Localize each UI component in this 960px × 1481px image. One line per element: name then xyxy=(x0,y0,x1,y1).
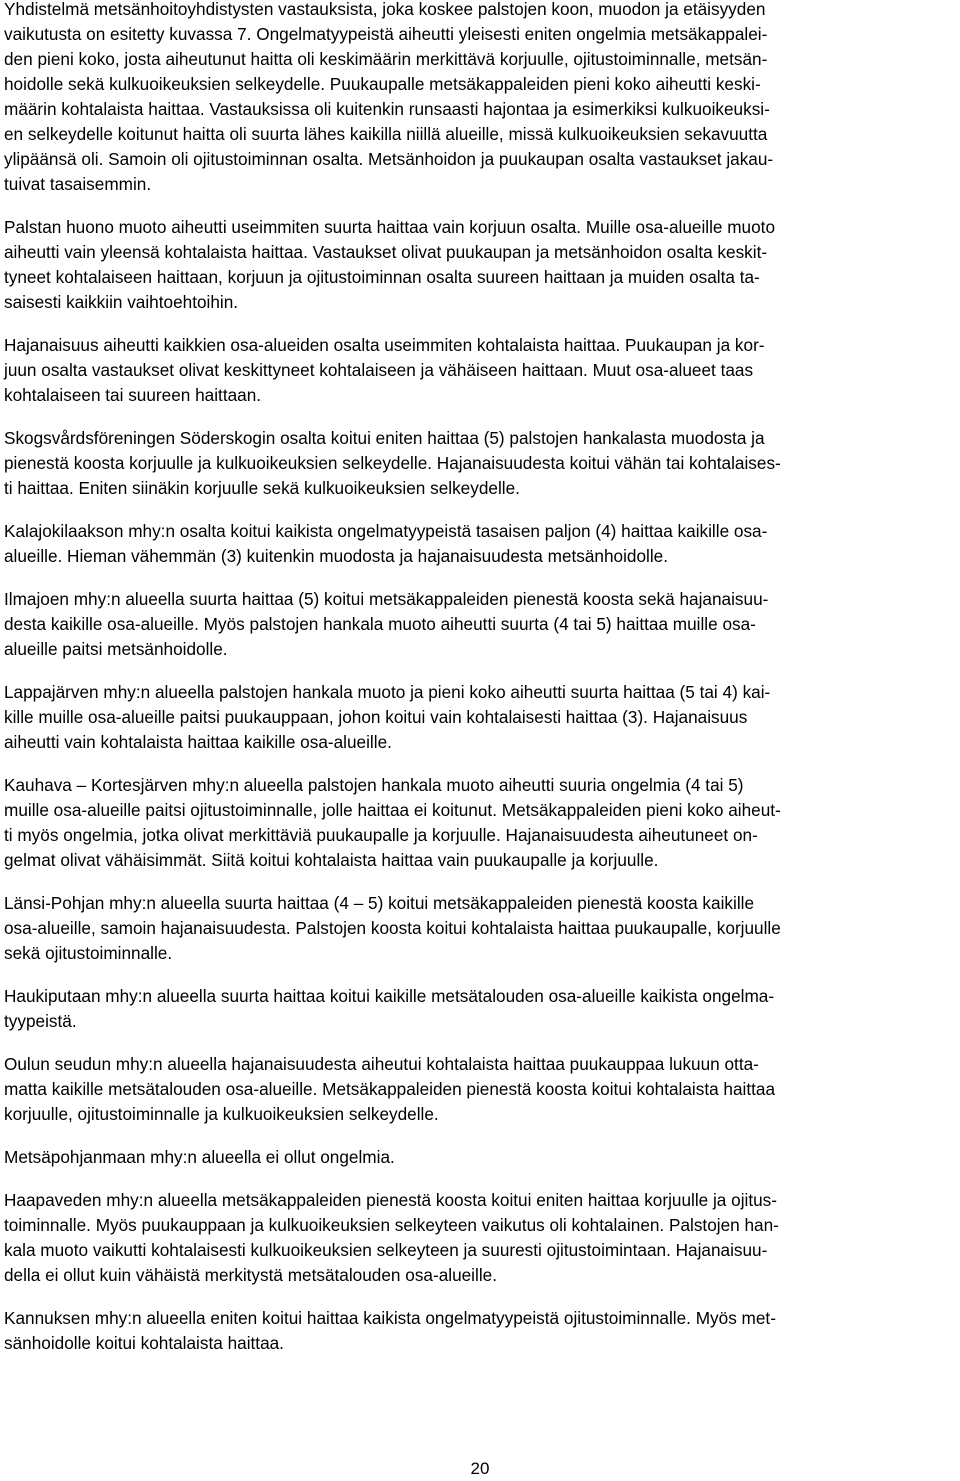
paragraph-line: gelmat olivat vähäisimmät. Siitä koitui kohtalaista haittaa vain puukaupalle ja korjuulle. xyxy=(4,850,659,870)
paragraph xyxy=(4,891,952,966)
paragraph xyxy=(4,984,952,1034)
paragraph xyxy=(4,215,952,315)
paragraph xyxy=(4,333,952,408)
paragraph-line: kille muille osa-alueille paitsi puukauppaan, johon koitui vain kohtalaisesti haittaa (3). Hajanaisuus xyxy=(4,707,748,727)
page-number: 20 xyxy=(470,1459,490,1478)
paragraph xyxy=(4,1306,952,1356)
paragraph-gap xyxy=(4,662,952,680)
paragraph-gap xyxy=(4,1034,952,1052)
paragraph xyxy=(4,1145,952,1170)
paragraph-line: desta kaikille osa-alueille. Myös palstojen hankala muoto aiheutti suurta (4 tai 5) haittaa muille osa- xyxy=(4,614,756,634)
paragraph-line: määrin kohtalaista haittaa. Vastauksissa oli kuitenkin runsaasti hajontaa ja esimerkiksi kulkuoikeuksi- xyxy=(4,99,770,119)
paragraph-line: Haukiputaan mhy:n alueella suurta haittaa koitui kaikille metsätalouden osa-alueille kaikista ongelma- xyxy=(4,986,775,1006)
paragraph-line: ti haittaa. Eniten siinäkin korjuulle sekä kulkuoikeuksien selkeydelle. xyxy=(4,478,520,498)
paragraph-line: toiminnalle. Myös puukauppaan ja kulkuoikeuksien selkeyteen vaikutus oli kohtalainen. Palstojen han- xyxy=(4,1215,779,1235)
paragraph-gap xyxy=(4,1288,952,1306)
paragraph-line: korjuulle, ojitustoiminnalle ja kulkuoikeuksien selkeydelle. xyxy=(4,1104,439,1124)
paragraph xyxy=(4,0,952,197)
paragraph-gap xyxy=(4,569,952,587)
paragraph-line: hoidolle sekä kulkuoikeuksien selkeydelle. Puukaupalle metsäkappaleiden pieni koko aiheutti keski- xyxy=(4,74,761,94)
paragraph-line: sänhoidolle koitui kohtalaista haittaa. xyxy=(4,1333,284,1353)
paragraph-line: osa-alueille, samoin hajanaisuudesta. Palstojen koosta koitui kohtalaista haittaa puukaupalle, korjuulle xyxy=(4,918,781,938)
paragraph-line: Skogsvårdsföreningen Söderskogin osalta koitui eniten haittaa (5) palstojen hankalasta muodosta ja xyxy=(4,428,765,448)
paragraph-line: sekä ojitustoiminnalle. xyxy=(4,943,173,963)
paragraph-line: vaikutusta on esitetty kuvassa 7. Ongelmatyypeistä aiheutti yleisesti eniten ongelmia metsäkappalei- xyxy=(4,24,768,44)
paragraph-line: Hajanaisuus aiheutti kaikkien osa-alueiden osalta useimmiten kohtalaista haittaa. Puukaupan ja kor- xyxy=(4,335,765,355)
paragraph-line: tyneet kohtalaiseen haittaan, korjuun ja ojitustoiminnan osalta suureen haittaan ja muiden osalta ta- xyxy=(4,267,760,287)
paragraph-line: Metsäpohjanmaan mhy:n alueella ei ollut ongelmia. xyxy=(4,1147,395,1167)
paragraph-line: muille osa-alueille paitsi ojitustoiminnalle, jolle haittaa ei koitunut. Metsäkappaleiden pieni koko aiheut- xyxy=(4,800,781,820)
paragraph-line: Kalajokilaakson mhy:n osalta koitui kaikista ongelmatyypeistä tasaisen paljon (4) haittaa kaikille osa- xyxy=(4,521,768,541)
paragraph-line: ti myös ongelmia, jotka olivat merkittäviä puukaupalle ja korjuulle. Hajanaisuudesta aiheutuneet on- xyxy=(4,825,758,845)
paragraph-line: kala muoto vaikutti kohtalaisesti kulkuoikeuksien selkeyteen ja suuresti ojitustoimintaan. Hajanaisuu- xyxy=(4,1240,768,1260)
paragraph-line: Yhdistelmä metsänhoitoyhdistysten vastauksista, joka koskee palstojen koon, muodon ja etäisyyden xyxy=(4,0,766,19)
paragraph-line: Länsi-Pohjan mhy:n alueella suurta haittaa (4 – 5) koitui metsäkappaleiden pienestä koosta kaikille xyxy=(4,893,755,913)
paragraph-line: juun osalta vastaukset olivat keskittyneet kohtalaiseen ja vähäiseen haittaan. Muut osa-alueet taas xyxy=(4,360,754,380)
paragraph-line: Kannuksen mhy:n alueella eniten koitui haittaa kaikista ongelmatyypeistä ojitustoiminnalle. Myös met- xyxy=(4,1308,776,1328)
paragraph-line: alueille paitsi metsänhoidolle. xyxy=(4,639,228,659)
paragraph xyxy=(4,519,952,569)
paragraph-gap xyxy=(4,966,952,984)
paragraph xyxy=(4,587,952,662)
paragraph-line: Ilmajoen mhy:n alueella suurta haittaa (5) koitui metsäkappaleiden pienestä koosta sekä hajanaisuu- xyxy=(4,589,769,609)
paragraph-line: della ei ollut kuin vähäistä merkitystä metsätalouden osa-alueille. xyxy=(4,1265,497,1285)
paragraph-line: Oulun seudun mhy:n alueella hajanaisuudesta aiheutui kohtalaista haittaa puukauppaa lukuun otta- xyxy=(4,1054,759,1074)
paragraph-line: Kauhava – Kortesjärven mhy:n alueella palstojen hankala muoto aiheutti suuria ongelmia (4 tai 5) xyxy=(4,775,744,795)
paragraph-gap xyxy=(4,501,952,519)
paragraph-line: saisesti kaikkiin vaihtoehtoihin. xyxy=(4,292,239,312)
paragraph-line: tuivat tasaisemmin. xyxy=(4,174,152,194)
paragraph-line: aiheutti vain yleensä kohtalaista haittaa. Vastaukset olivat puukaupan ja metsänhoidon osalta keskit- xyxy=(4,242,768,262)
paragraph-line: den pieni koko, josta aiheutunut haitta oli keskimäärin merkittävä korjuulle, ojitustoiminnalle, metsän- xyxy=(4,49,768,69)
paragraph-line: Lappajärven mhy:n alueella palstojen hankala muoto ja pieni koko aiheutti suurta haittaa (5 tai 4) kai- xyxy=(4,682,771,702)
paragraph xyxy=(4,1188,952,1288)
paragraph-gap xyxy=(4,1170,952,1188)
paragraph-gap xyxy=(4,197,952,215)
paragraph xyxy=(4,680,952,755)
paragraph-line: pienestä koosta korjuulle ja kulkuoikeuksien selkeydelle. Hajanaisuudesta koitui vähän tai kohtalaises- xyxy=(4,453,781,473)
paragraph-gap xyxy=(4,408,952,426)
paragraph-gap xyxy=(4,873,952,891)
paragraph-gap xyxy=(4,1127,952,1145)
paragraph xyxy=(4,773,952,873)
paragraph-line: matta kaikille metsätalouden osa-alueille. Metsäkappaleiden pienestä koosta koitui kohtalaista haittaa xyxy=(4,1079,776,1099)
paragraph-line: kohtalaiseen tai suureen haittaan. xyxy=(4,385,262,405)
paragraph-line: ylipäänsä oli. Samoin oli ojitustoiminnan osalta. Metsänhoidon ja puukaupan osalta vastaukset jakau- xyxy=(4,149,774,169)
paragraph-line: en selkeydelle koitunut haitta oli suurta lähes kaikilla niillä alueille, missä kulkuoikeuksien sekavuutta xyxy=(4,124,768,144)
paragraph-line: tyypeistä. xyxy=(4,1011,77,1031)
paragraph-line: alueille. Hieman vähemmän (3) kuitenkin muodosta ja hajanaisuudesta metsänhoidolle. xyxy=(4,546,669,566)
paragraph xyxy=(4,1052,952,1127)
paragraph xyxy=(4,426,952,501)
paragraph-line: Haapaveden mhy:n alueella metsäkappaleiden pienestä koosta koitui eniten haittaa korjuulle ja ojitus- xyxy=(4,1190,777,1210)
body-text xyxy=(4,0,952,1356)
paragraph-gap xyxy=(4,755,952,773)
paragraph-line: Palstan huono muoto aiheutti useimmiten suurta haittaa vain korjuun osalta. Muille osa-alueille muoto xyxy=(4,217,776,237)
paragraph-line: aiheutti vain kohtalaista haittaa kaikille osa-alueille. xyxy=(4,732,392,752)
paragraph-gap xyxy=(4,315,952,333)
